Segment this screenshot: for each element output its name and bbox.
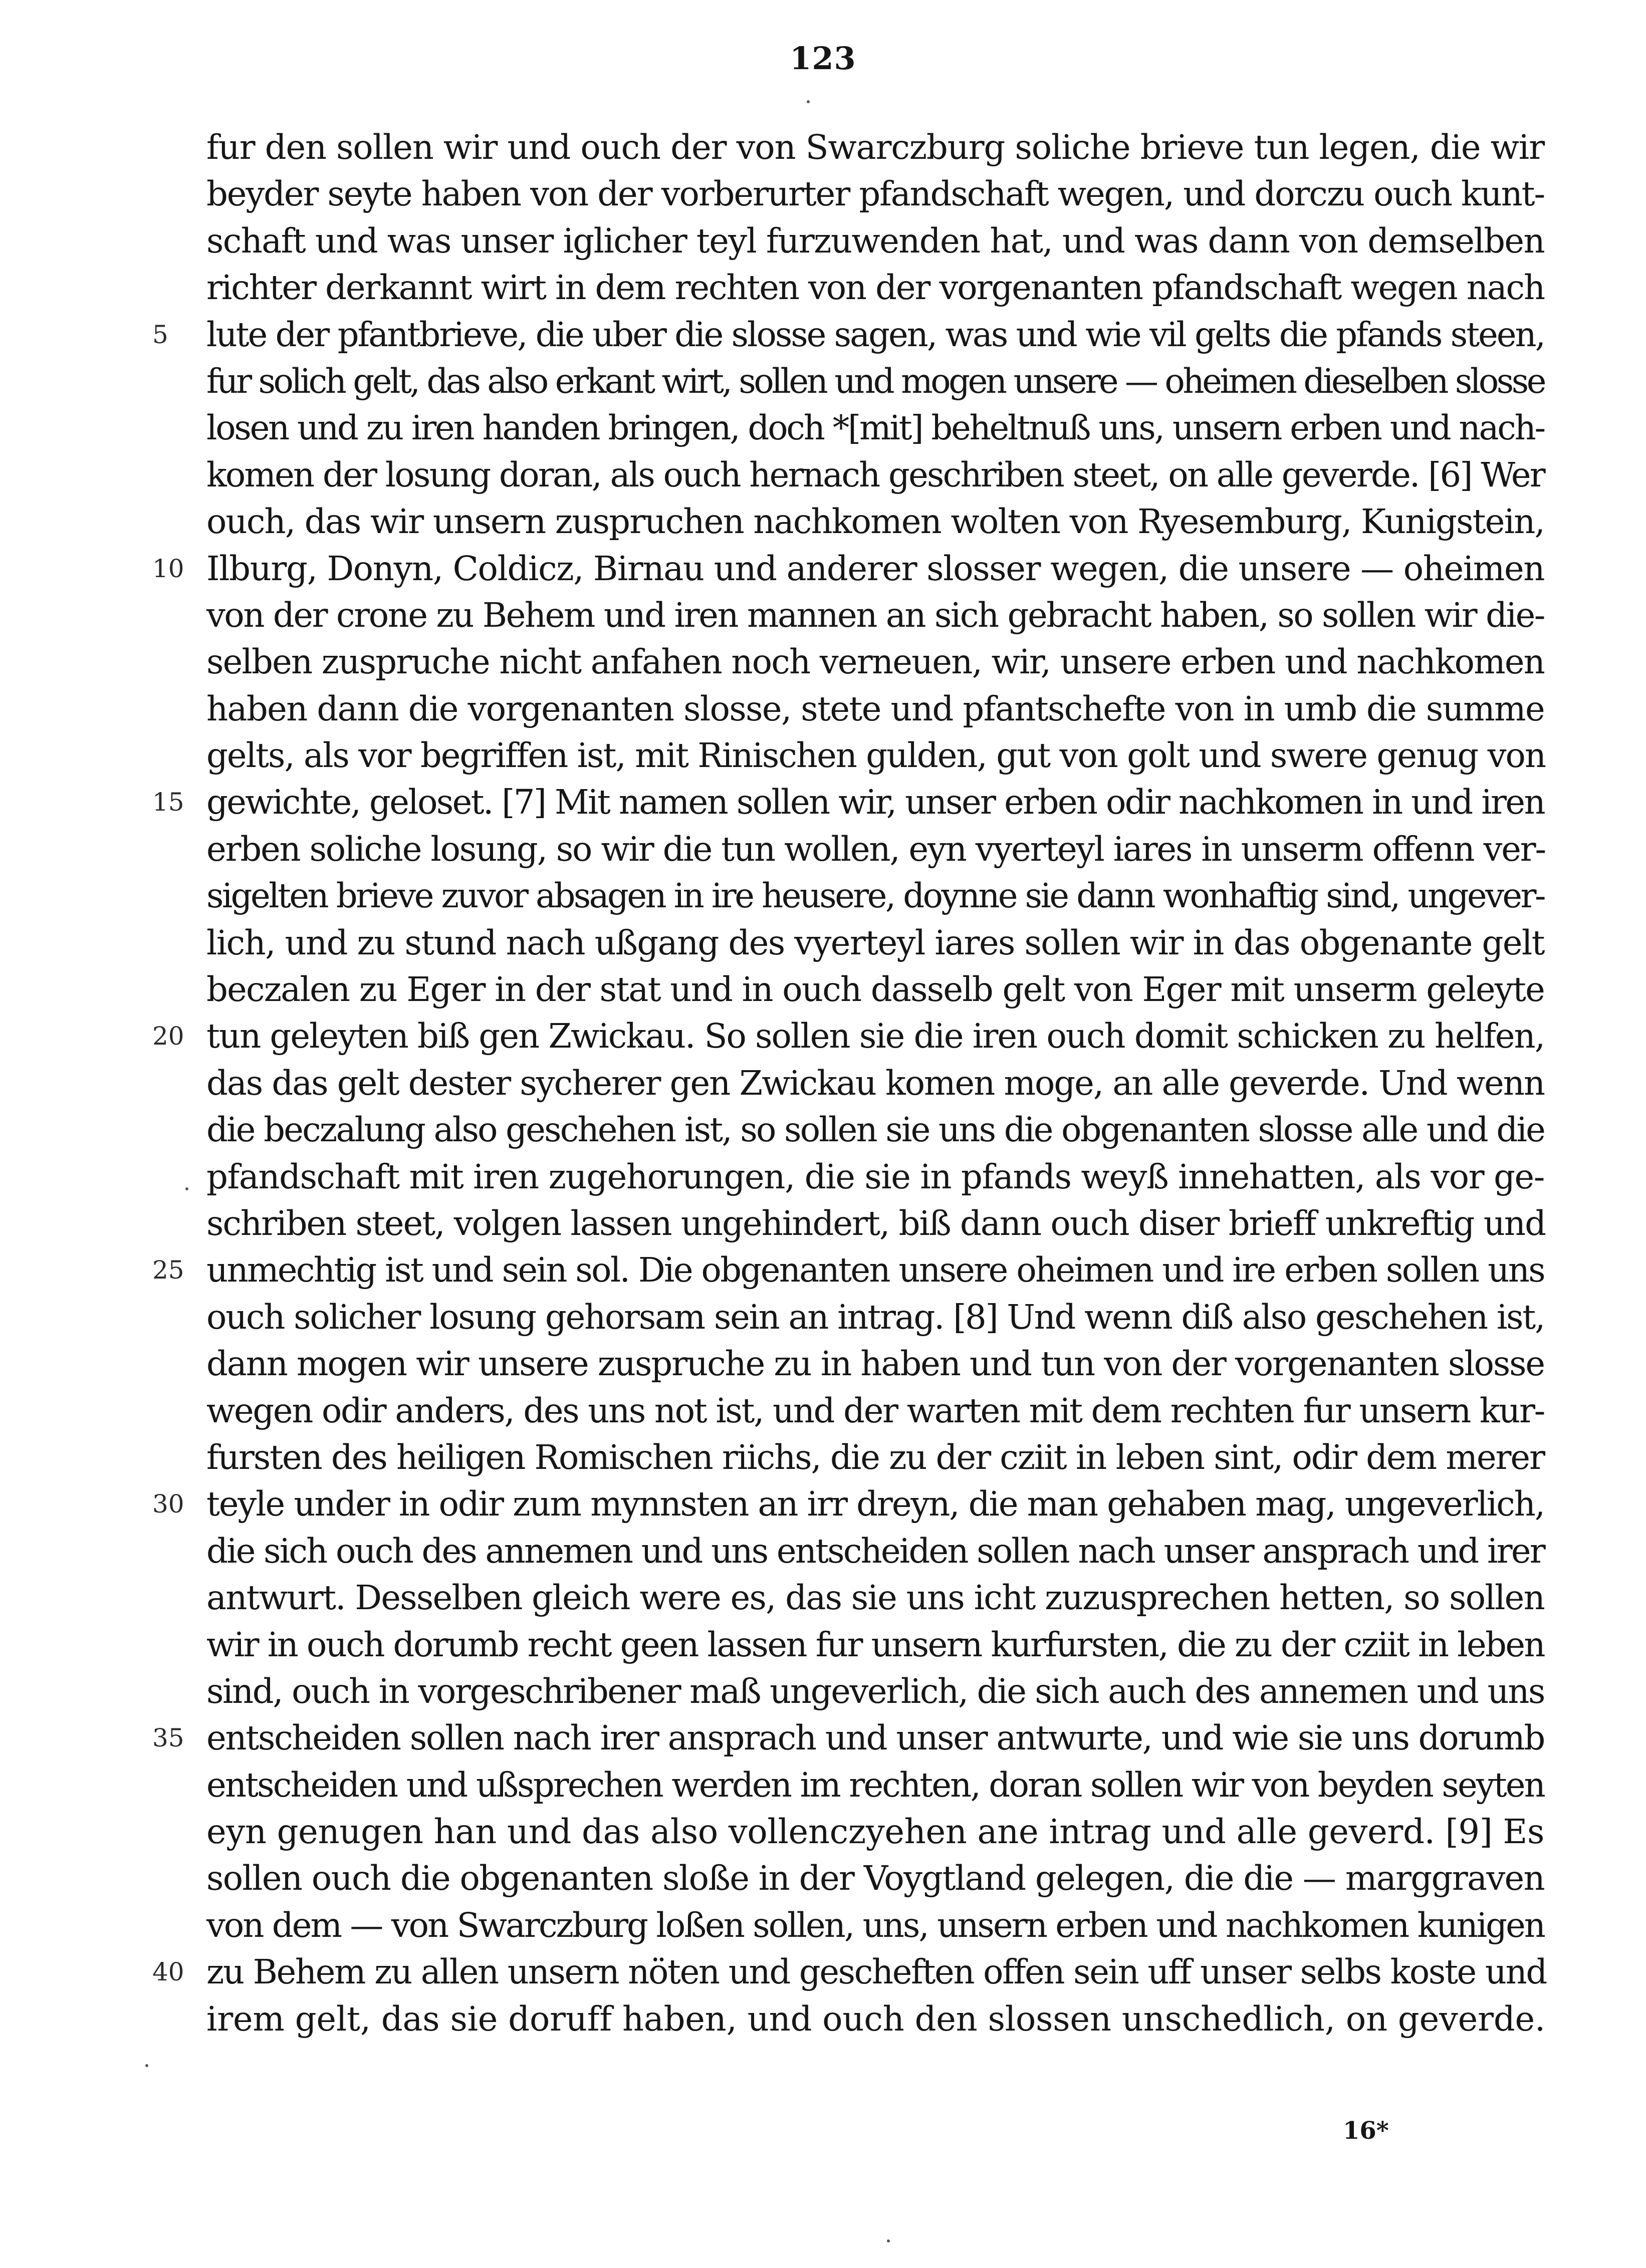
body-text (152, 124, 1546, 2043)
text-line (206, 1622, 1544, 1668)
text-line (152, 779, 1544, 826)
text-line (206, 639, 1544, 685)
text-line (206, 1434, 1544, 1481)
line-text: haben dann die vorgenanten slosse, stete und pfantschefte von in umb die summe (206, 689, 1544, 728)
line-text: eyn genugen han und das also vollenczyehen ane intrag und alle geverd. [9] Es (206, 1812, 1544, 1852)
line-text: teyle under in odir zum mynnsten an irr dreyn, die man gehaben mag, ungeverlich, (206, 1484, 1544, 1524)
text-line (206, 732, 1544, 779)
line-text: lute der pfantbrieve, die uber die slosse sagen, was und wie vil gelts die pfands steen, (206, 315, 1544, 354)
line-text: losen und zu iren handen bringen, doch *[mit] beheltnuß uns, unsern erben und nach- (206, 408, 1544, 448)
margin-speck (145, 2064, 148, 2067)
line-text: fursten des heiligen Romischen riichs, die zu der cziit in leben sint, odir dem merer (206, 1437, 1544, 1477)
text-line (206, 686, 1544, 732)
margin-speck (807, 100, 810, 103)
text-line (206, 1294, 1544, 1341)
text-line (206, 405, 1544, 451)
line-number: 10 (152, 554, 184, 583)
text-line (152, 1247, 1544, 1294)
text-line (206, 171, 1544, 217)
line-text: wegen odir anders, des uns not ist, und der warten mit dem rechten fur unsern kur- (206, 1391, 1544, 1430)
line-number: 15 (152, 788, 184, 817)
text-line (206, 1200, 1544, 1247)
text-line (206, 873, 1544, 919)
line-text: selben zuspruche nicht anfahen noch verneuen, wir, unsere erben und nachkomen (206, 642, 1544, 682)
text-line (206, 358, 1544, 405)
text-line (152, 546, 1544, 592)
line-text: fur solich gelt, das also erkant wirt, sollen und mogen unsere — oheimen dieselben slosse (206, 361, 1544, 401)
line-number: 40 (152, 1957, 184, 1987)
text-line (206, 966, 1544, 1013)
line-number: 20 (152, 1022, 184, 1051)
line-text: lich, und zu stund nach ußgang des vyerteyl iares sollen wir in das obgenante gelt (206, 923, 1544, 962)
line-text: zu Behem zu allen unsern nöten und gescheften offen sein uff unser selbs koste und (206, 1952, 1546, 1992)
line-text: entscheiden und ußsprechen werden im rechten, doran sollen wir von beyden seyten (206, 1765, 1544, 1805)
line-number: 35 (152, 1723, 184, 1753)
line-text: ouch, das wir unsern zuspruchen nachkomen wolten von Ryesemburg, Kunigstein, (206, 502, 1544, 542)
line-number: 25 (152, 1255, 184, 1285)
line-text: schriben steet, volgen lassen ungehindert, biß dann ouch diser brieff unkreftig und (206, 1203, 1545, 1243)
text-line (206, 1575, 1544, 1621)
line-text: ouch solicher losung gehorsam sein an intrag. [8] Und wenn diß also geschehen ist, (206, 1297, 1544, 1337)
text-line (206, 218, 1544, 265)
line-text: dann mogen wir unsere zuspruche zu in haben und tun von der vorgenanten slosse (206, 1344, 1544, 1384)
line-text: sigelten brieve zuvor absagen in ire heusere, doynne sie dann wonhaftig sind, ungever- (206, 876, 1544, 916)
line-text: das das gelt dester sycherer gen Zwickau komen moge, an alle geverde. Und wenn (206, 1063, 1544, 1103)
text-line (206, 1809, 1544, 1855)
text-line (206, 498, 1544, 545)
line-text: irem gelt, das sie doruff haben, und ouch den slossen unschedlich, on geverde. (206, 1999, 1545, 2039)
signature-mark: 16* (1343, 2117, 1389, 2145)
text-line (152, 1013, 1544, 1060)
line-text: komen der losung doran, als ouch hernach geschriben steet, on alle geverde. [6] Wer (206, 455, 1544, 494)
margin-speck (887, 2239, 890, 2242)
page-number: 123 (790, 40, 856, 77)
line-text: pfandschaft mit iren zugehorungen, die sie in pfands weyß innehatten, als vor ge- (206, 1157, 1544, 1196)
line-text: entscheiden sollen nach irer ansprach und unser antwurte, und wie sie uns dorumb (206, 1718, 1544, 1758)
text-line (206, 1855, 1544, 1902)
text-line (152, 1949, 1546, 1995)
line-text: gewichte, geloset. [7] Mit namen sollen wir, unser erben odir nachkomen in und iren (206, 783, 1544, 822)
line-text: von dem — von Swarczburg loßen sollen, uns, unsern erben und nachkomen kunigen (206, 1905, 1544, 1945)
line-text: beyder seyte haben von der vorberurter pfandschaft wegen, und dorczu ouch kunt- (206, 174, 1544, 214)
text-line (206, 1154, 1544, 1200)
line-number: 5 (152, 320, 168, 349)
line-number: 30 (152, 1489, 184, 1519)
text-line (152, 312, 1544, 358)
text-line (152, 1481, 1544, 1528)
line-text: fur den sollen wir und ouch der von Swarczburg soliche brieve tun legen, die wir (206, 128, 1544, 167)
line-text: antwurt. Desselben gleich were es, das sie uns icht zuzusprechen hetten, so sollen (206, 1578, 1544, 1618)
text-line (206, 1528, 1544, 1575)
text-line (206, 265, 1544, 311)
line-text: erben soliche losung, so wir die tun wollen, eyn vyerteyl iares in unserm offenn ver- (206, 829, 1545, 869)
text-line (206, 1668, 1544, 1715)
line-text: tun geleyten biß gen Zwickau. So sollen sie die iren ouch domit schicken zu helfen, (206, 1017, 1544, 1056)
line-text: sind, ouch in vorgeschribener maß ungeverlich, die sich auch des annemen und uns (206, 1671, 1544, 1711)
text-line (152, 1715, 1544, 1761)
line-text: beczalen zu Eger in der stat und in ouch dasselb gelt von Eger mit unserm geleyte (206, 970, 1545, 1010)
margin-speck (185, 1187, 188, 1190)
line-text: Ilburg, Donyn, Coldicz, Birnau und anderer slosser wegen, die unsere — oheimen (206, 549, 1544, 588)
line-text: die beczalung also geschehen ist, so sollen sie uns die obgenanten slosse alle und die (206, 1110, 1544, 1150)
text-line (206, 1107, 1544, 1153)
text-line (206, 1341, 1544, 1387)
line-text: wir in ouch dorumb recht geen lassen fur unsern kurfursten, die zu der cziit in leben (206, 1625, 1544, 1664)
text-line (206, 124, 1544, 171)
text-line (206, 920, 1544, 966)
text-line (206, 1996, 1544, 2043)
text-line (206, 1388, 1544, 1434)
text-line (206, 1902, 1544, 1949)
line-text: unmechtig ist und sein sol. Die obgenanten unsere oheimen und ire erben sollen uns (206, 1250, 1544, 1290)
line-text: die sich ouch des annemen und uns entscheiden sollen nach unser ansprach und irer (206, 1531, 1544, 1571)
text-line (206, 826, 1544, 873)
line-text: schaft und was unser iglicher teyl furzuwenden hat, und was dann von demselben (206, 221, 1544, 261)
text-line (206, 1762, 1544, 1809)
line-text: richter derkannt wirt in dem rechten von der vorgenanten pfandschaft wegen nach (206, 268, 1544, 308)
line-text: sollen ouch die obgenanten sloße in der Voygtland gelegen, die die — marggraven (206, 1859, 1544, 1898)
line-text: gelts, als vor begriffen ist, mit Rinischen gulden, gut von golt und swere genug von (206, 736, 1545, 776)
text-line (206, 452, 1544, 498)
line-text: von der crone zu Behem und iren mannen an sich gebracht haben, so sollen wir die- (206, 595, 1544, 635)
text-line (206, 1060, 1544, 1107)
text-line (206, 592, 1544, 639)
